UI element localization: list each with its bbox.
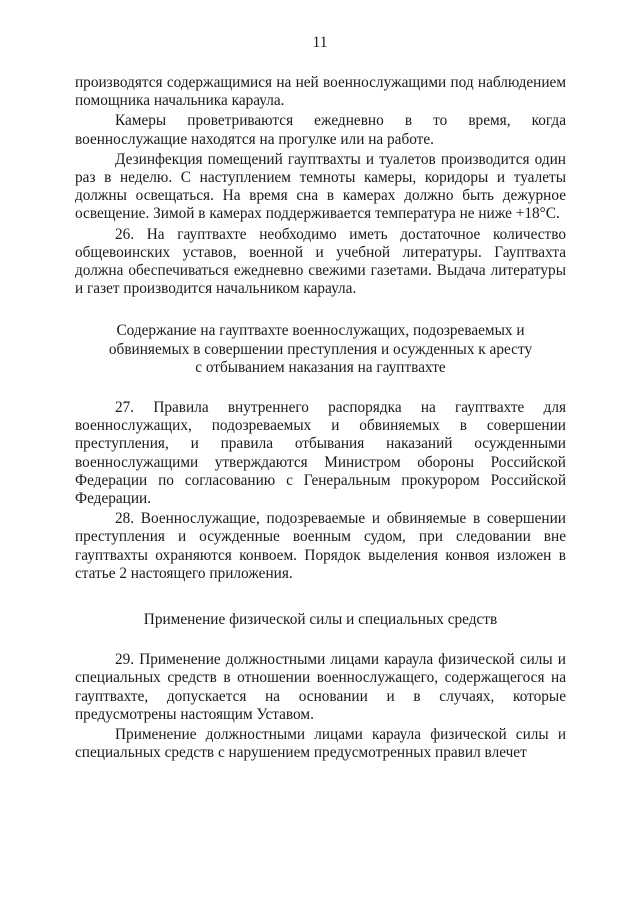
section-heading-physical-force: Применение физической силы и специальных средств — [143, 611, 498, 629]
paragraph-28: 28. Военнослужащие, подозреваемые и обвиняемые в совершении преступления и осужденные военным судом, при следовании вне гауптвахты охраняются конвоем. Порядок выделения конвоя изложен в статье 2 настоящего приложения. — [75, 510, 566, 582]
paragraph-29: 29. Применение должностными лицами караула физической силы и специальных средств в отношении военнослужащего, содержащегося на гауптвахте, допускается на основании и в случаях, которые предусмотрены настоящим Уставом. — [75, 651, 566, 723]
section-heading-detention — [75, 322, 566, 377]
section-heading-line: обвиняемых в совершении преступления и осужденных к аресту — [108, 340, 533, 358]
paragraph-continuation: производятся содержащимися на ней военнослужащими под наблюдением помощника начальника караула. — [75, 74, 566, 110]
paragraph-27: 27. Правила внутреннего распорядка на гауптвахте для военнослужащих, подозреваемых и обвиняемых в совершении преступления, и правила отбывания наказаний осужденными военнослужащими утверждаются Министром обороны Российской Федерации по согласованию с Генеральным прокурором Российской Федерации. — [75, 399, 566, 508]
paragraph-29-continuation: Применение должностными лицами караула физической силы и специальных средств с нарушением предусмотренных правил влечет — [75, 726, 566, 762]
paragraph-26: 26. На гауптвахте необходимо иметь достаточное количество общевоинских уставов, военной и учебной литературы. Гауптвахта должна обеспечиваться ежедневно свежими газетами. Выдача литературы и газет производится начальником караула. — [75, 225, 566, 298]
section-heading-line: с отбыванием наказания на гауптвахте — [195, 358, 446, 376]
section-heading-line: Содержание на гауптвахте военнослужащих, подозреваемых и — [116, 322, 525, 340]
paragraph-cells-ventilation: Камеры проветриваются ежедневно в то время, когда военнослужащие находятся на прогулке или на работе. — [75, 112, 566, 148]
page-number: 11 — [312, 34, 328, 51]
document-body — [75, 74, 566, 763]
paragraph-disinfection: Дезинфекция помещений гауптвахты и туалетов производится один раз в неделю. С наступлением темноты камеры, коридоры и туалеты должны освещаться. На время сна в камерах должно быть дежурное освещение. Зимой в камерах поддерживается температура не ниже +18°С. — [75, 150, 566, 223]
